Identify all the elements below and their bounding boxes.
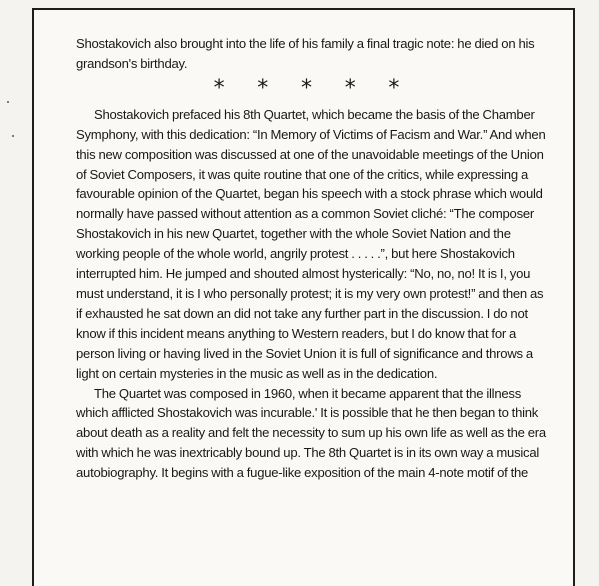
paragraph-intro: Shostakovich also brought into the life of his family a final tragic note: he died on his grandson's birthday. bbox=[76, 36, 535, 71]
speck bbox=[7, 101, 9, 103]
speck bbox=[12, 135, 14, 137]
section-break-asterisks: * * * * * bbox=[213, 75, 413, 101]
paragraph-dedication-story: Shostakovich prefaced his 8th Quartet, which became the basis of the Chamber Symphony, with this dedication: “In Memory of Victims of Facism and War.” And when this new composition was discussed at one of the unavoidable meetings of the Union of Soviet Composers, it was quite routine that one of the critics, while expressing a favourable opinion of the Quartet, began his speech with a stock phrase which would normally have passed without attention as a common Soviet cliché: “The composer Shostakovich in his new Quartet, together with the whole Soviet Nation and the working people of the whole world, angrily protest . . . . .”, but here Shostakovich interrupted him. He jumped and shouted almost hysterically: “No, no, no! It is I, you must understand, it is I who personally protest; it is my very own protest!” and then as if exhausted he sat down an did not take any further part in the discussion. I do not know if this incident means anything to Western readers, but I do know that for a person living or having lived in the Soviet Union it is full of significance and throws a light on certain mysteries in the music as well as in the dedication. bbox=[76, 106, 546, 381]
paragraph-quartet-composition: The Quartet was composed in 1960, when it became apparent that the illness which afflicted Shostakovich was incurable.' It is possible that he then began to think about death as a reality and felt the necessity to sum up his own life as well as the era with which he was inextricably bound up. The 8th Quartet is in its own way a musical autobiography. It begins with a fugue-like exposition of the main 4-note motif of the bbox=[76, 385, 546, 481]
body-text bbox=[76, 34, 546, 483]
